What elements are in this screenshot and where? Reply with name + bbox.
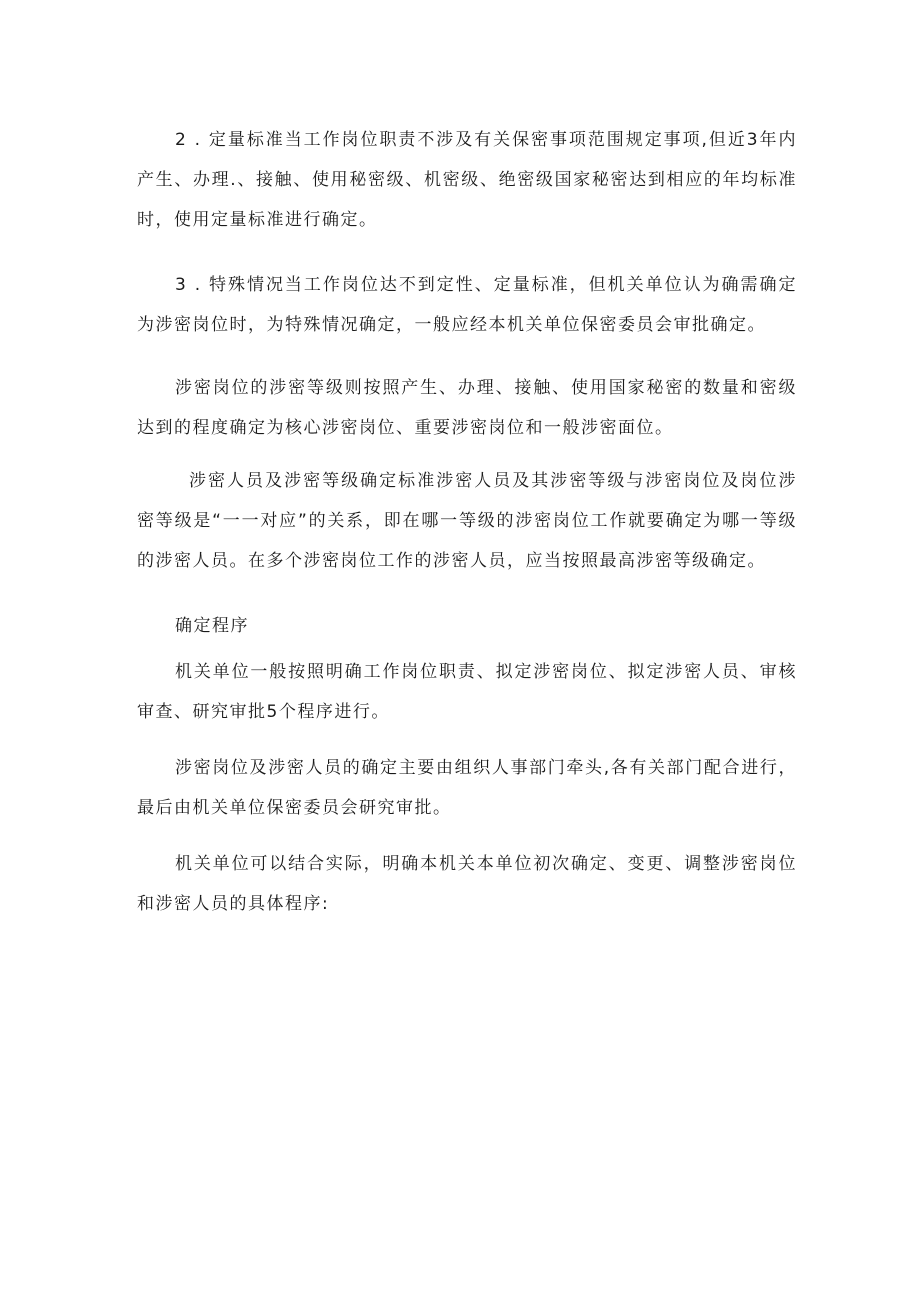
paragraph-post-level: 涉密岗位的涉密等级则按照产生、办理、接触、使用国家秘密的数量和密级达到的程度确定为核心涉密岗位、重要涉密岗位和一般涉密面位。 <box>137 378 797 438</box>
paragraph-procedure-steps: 机关单位一般按照明确工作岗位职责、拟定涉密岗位、拟定涉密人员、审核审查、研究审批5个程序进行。 <box>137 662 797 722</box>
section-heading-procedure: 确定程序 <box>175 616 249 636</box>
paragraph-specific-procedure: 机关单位可以结合实际，明确本机关本单位初次确定、变更、调整涉密岗位和涉密人员的具体程序: <box>137 854 797 914</box>
paragraph-special-case: 3 . 特殊情况当工作岗位达不到定性、定量标准，但机关单位认为确需确定为涉密岗位时，为特殊情况确定，一般应经本机关单位保密委员会审批确定。 <box>137 275 797 335</box>
paragraph-responsible-department: 涉密岗位及涉密人员的确定主要由组织人事部门牵头,各有关部门配合进行，最后由机关单位保密委员会研究审批。 <box>137 758 797 818</box>
paragraph-quantitative-standard: 2 . 定量标准当工作岗位职责不涉及有关保密事项范围规定事项,但近3年内产生、办理.、接触、使用秘密级、机密级、绝密级国家秘密达到相应的年均标准时，使用定量标准进行确定。 <box>137 130 797 230</box>
paragraph-personnel-level: 涉密人员及涉密等级确定标准涉密人员及其涉密等级与涉密岗位及岗位涉密等级是“一一对应”的关系，即在哪一等级的涉密岗位工作就要确定为哪一等级的涉密人员。在多个涉密岗位工作的涉密人员，应当按照最高涉密等级确定。 <box>137 471 797 571</box>
